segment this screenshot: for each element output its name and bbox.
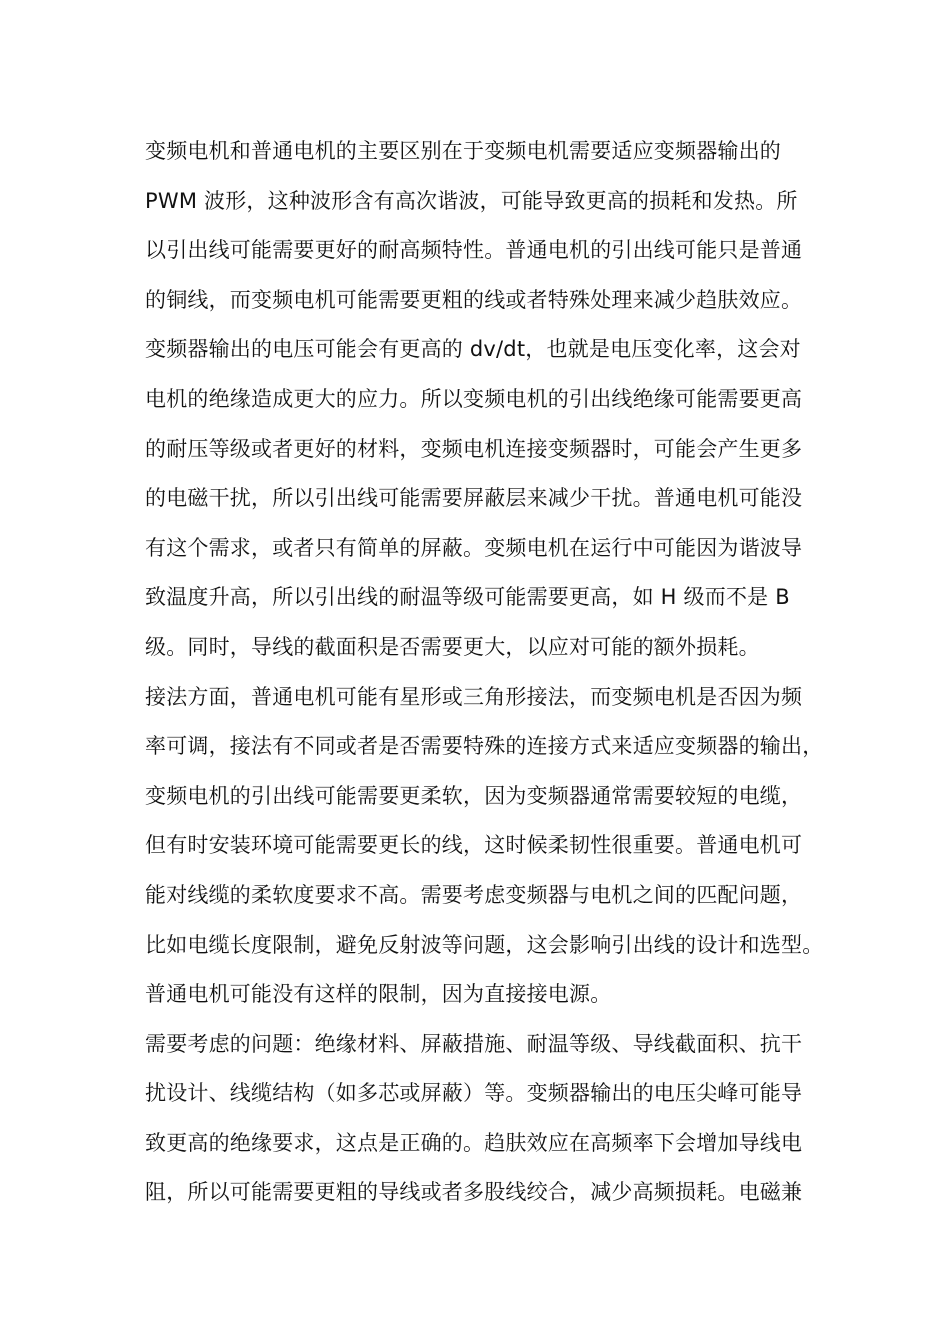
text-line: 的铜线，而变频电机可能需要更粗的线或者特殊处理来减少趋肤效应。	[145, 287, 803, 312]
text-line: 以引出线可能需要更好的耐高频特性。普通电机的引出线可能只是普通	[145, 238, 803, 263]
text-line: PWM 波形，这种波形含有高次谐波，可能导致更高的损耗和发热。所	[145, 188, 798, 213]
text-line: 扰设计、线缆结构（如多芯或屏蔽）等。变频器输出的电压尖峰可能导	[145, 1081, 803, 1106]
text-line: 变频器输出的电压可能会有更高的 dv/dt，也就是电压变化率，这会对	[145, 337, 801, 362]
text-line: 普通电机可能没有这样的限制，因为直接接电源。	[145, 982, 612, 1007]
text-line: 的电磁干扰，所以引出线可能需要屏蔽层来减少干扰。普通电机可能没	[145, 486, 803, 511]
text-line: 级。同时，导线的截面积是否需要更大，以应对可能的额外损耗。	[145, 634, 760, 659]
text-line: 变频电机和普通电机的主要区别在于变频电机需要适应变频器输出的	[145, 139, 781, 163]
text-line: 率可调，接法有不同或者是否需要特殊的连接方式来适应变频器的输出，	[145, 734, 824, 759]
text-line: 致温度升高，所以引出线的耐温等级可能需要更高，如 H 级而不是 B	[145, 585, 790, 610]
text-line: 接法方面，普通电机可能有星形或三角形接法，而变频电机是否因为频	[145, 684, 803, 709]
text-line: 阻，所以可能需要更粗的导线或者多股线绞合，减少高频损耗。电磁兼	[145, 1180, 803, 1205]
text-line: 的耐压等级或者更好的材料，变频电机连接变频器时，可能会产生更多	[145, 436, 803, 461]
text-line: 电机的绝缘造成更大的应力。所以变频电机的引出线绝缘可能需要更高	[145, 386, 803, 411]
body-text	[145, 131, 845, 1222]
text-line: 能对线缆的柔软度要求不高。需要考虑变频器与电机之间的匹配问题，	[145, 882, 803, 907]
text-line: 但有时安装环境可能需要更长的线，这时候柔韧性很重要。普通电机可	[145, 833, 803, 858]
text-line: 致更高的绝缘要求，这点是正确的。趋肤效应在高频率下会增加导线电	[145, 1130, 803, 1155]
text-line: 有这个需求，或者只有简单的屏蔽。变频电机在运行中可能因为谐波导	[145, 535, 803, 560]
text-line: 变频电机的引出线可能需要更柔软，因为变频器通常需要较短的电缆，	[145, 783, 803, 808]
text-line: 需要考虑的问题：绝缘材料、屏蔽措施、耐温等级、导线截面积、抗干	[145, 1031, 803, 1056]
text-line: 比如电缆长度限制，避免反射波等问题，这会影响引出线的设计和选型。	[145, 932, 824, 957]
